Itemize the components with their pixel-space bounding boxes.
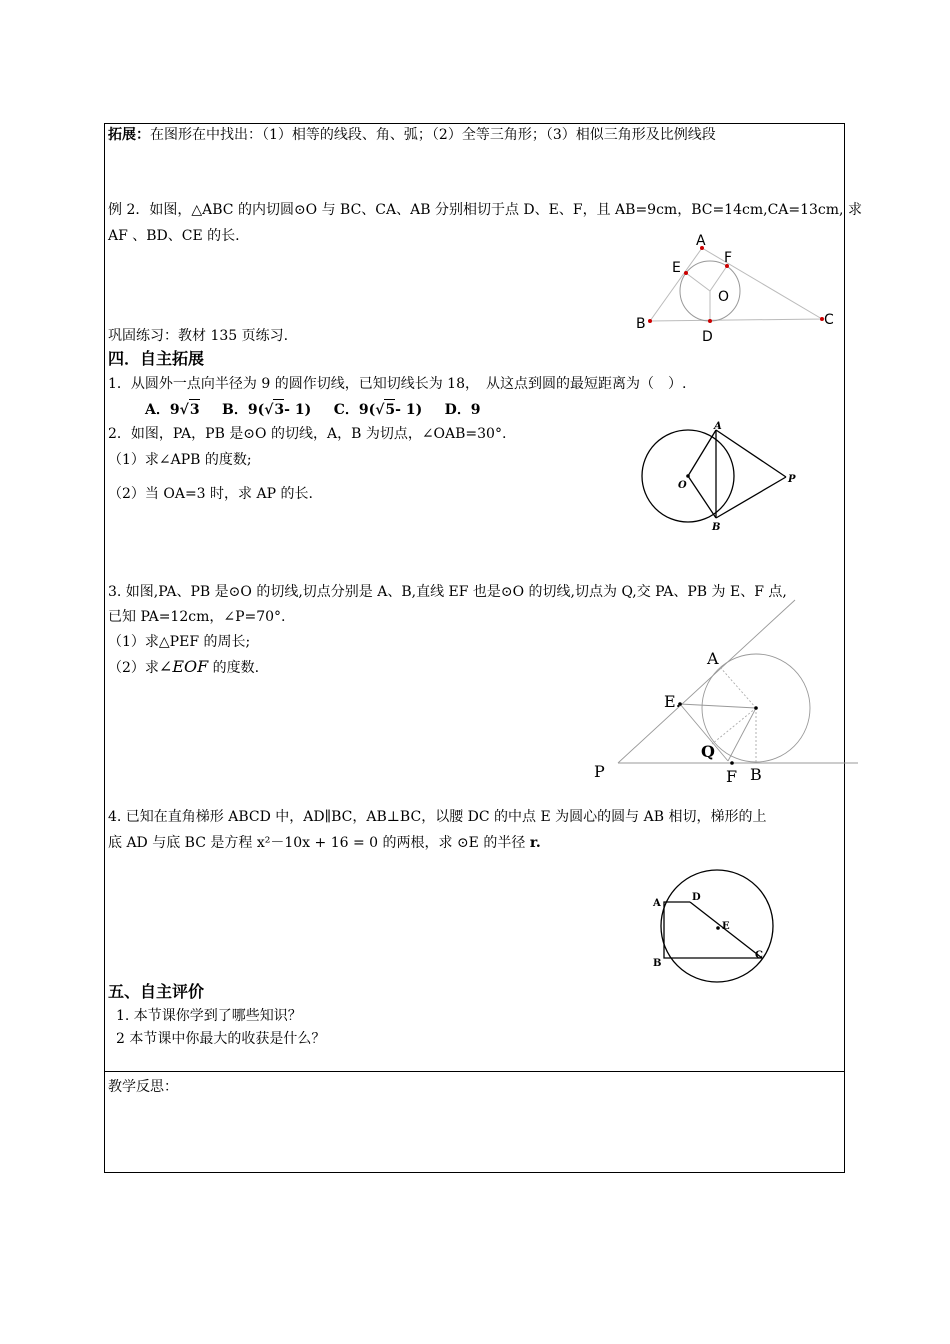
- q3-sub2: （2）求∠EOF 的度数.: [108, 657, 260, 676]
- q2-sub2: （2）当 OA=3 时，求 AP 的长.: [108, 486, 313, 502]
- example2-line1: 例 2．如图，△ABC 的内切圆⊙O 与 BC、CA、AB 分别相切于点 D、E、F，且 AB=9cm，BC=14cm,CA=13cm, 求: [108, 202, 862, 218]
- q4-label-e: E: [722, 921, 730, 932]
- q1-options: [145, 399, 499, 420]
- q2-text: 2．如图，PA，PB 是⊙O 的切线，A，B 为切点，∠OAB=30°.: [108, 426, 507, 442]
- section5-heading: 五、自主评价: [108, 982, 205, 1001]
- trapezoid-figure-q4: [648, 868, 783, 980]
- section4-heading: 四．自主拓展: [108, 349, 205, 368]
- extend-text: 在图形在中找出：（1）相等的线段、角、弧；（2）全等三角形；（3）相似三角形及比例线段: [150, 127, 716, 143]
- q1-option-d: D．9: [444, 402, 481, 418]
- example2-line2: AF 、BD、CE 的长.: [108, 228, 240, 244]
- incircle-label-e: E: [672, 260, 681, 276]
- q3-line1: 3. 如图,PA、PB 是⊙O 的切线,切点分别是 A、B,直线 EF 也是⊙O 的切线,切点为 Q,交 PA、PB 为 E、F 点,: [108, 584, 787, 600]
- q2-label-b: B: [712, 522, 721, 533]
- section5-item2: 2 本节课中你最大的收获是什么？: [116, 1031, 326, 1047]
- q3-label-a: A: [707, 649, 719, 668]
- practice-line: 巩固练习：教材 135 页练习.: [108, 328, 289, 344]
- q4-label-a: A: [653, 898, 661, 909]
- q4-label-d: D: [692, 892, 701, 903]
- q1-option-b: B．9(√3- 1): [222, 399, 311, 420]
- reflection-divider: [104, 1071, 845, 1072]
- q2-label-a: A: [714, 421, 722, 432]
- q2-sub1: （1）求∠APB 的度数;: [108, 452, 252, 468]
- incircle-figure: [630, 228, 845, 348]
- q4-label-c: C: [755, 950, 763, 961]
- incircle-label-a: A: [696, 233, 706, 249]
- incircle-label-c: C: [824, 312, 834, 328]
- incircle-label-d: D: [702, 329, 713, 345]
- q1-option-c: C．9(√5- 1): [334, 399, 423, 420]
- extend-label: 拓展：: [108, 127, 150, 143]
- section5-item1: 1. 本节课你学到了哪些知识？: [116, 1008, 302, 1024]
- tangent-figure-q2: [640, 420, 810, 535]
- incircle-label-f: F: [724, 250, 733, 266]
- q3-label-p: P: [594, 762, 605, 781]
- incircle-label-o: O: [718, 289, 730, 305]
- q3-label-q: Q: [701, 742, 715, 761]
- q2-label-o: O: [678, 480, 687, 491]
- extend-line: [108, 125, 716, 145]
- reflection-label: 教学反思：: [108, 1079, 178, 1095]
- q3-label-e: E.: [664, 692, 681, 711]
- q2-label-p: P: [788, 474, 796, 485]
- q3-label-b: B: [750, 765, 762, 784]
- angle-eof: ∠EOF: [158, 657, 209, 676]
- q3-sub1: （1）求△PEF 的周长;: [108, 634, 251, 650]
- q1-option-a: A．9√3: [145, 399, 200, 420]
- q4-line1: 4. 已知在直角梯形 ABCD 中，AD∥BC，AB⊥BC，以腰 DC 的中点 E 为圆心的圆与 AB 相切，梯形的上: [108, 809, 767, 825]
- q4-label-b: B: [653, 958, 662, 969]
- q3-line2: 已知 PA=12cm，∠P=70°.: [108, 609, 286, 625]
- incircle-label-b: B: [636, 316, 646, 332]
- tangent-figure-q3: [590, 575, 860, 790]
- q3-label-f: F: [726, 767, 738, 786]
- q4-line2: 底 AD 与底 BC 是方程 x²－10x + 16 = 0 的两根，求 ⊙E 的半径 r.: [108, 835, 541, 851]
- q1-text: 1．从圆外一点向半径为 9 的圆作切线，已知切线长为 18， 从这点到圆的最短距离为（ ）.: [108, 376, 687, 392]
